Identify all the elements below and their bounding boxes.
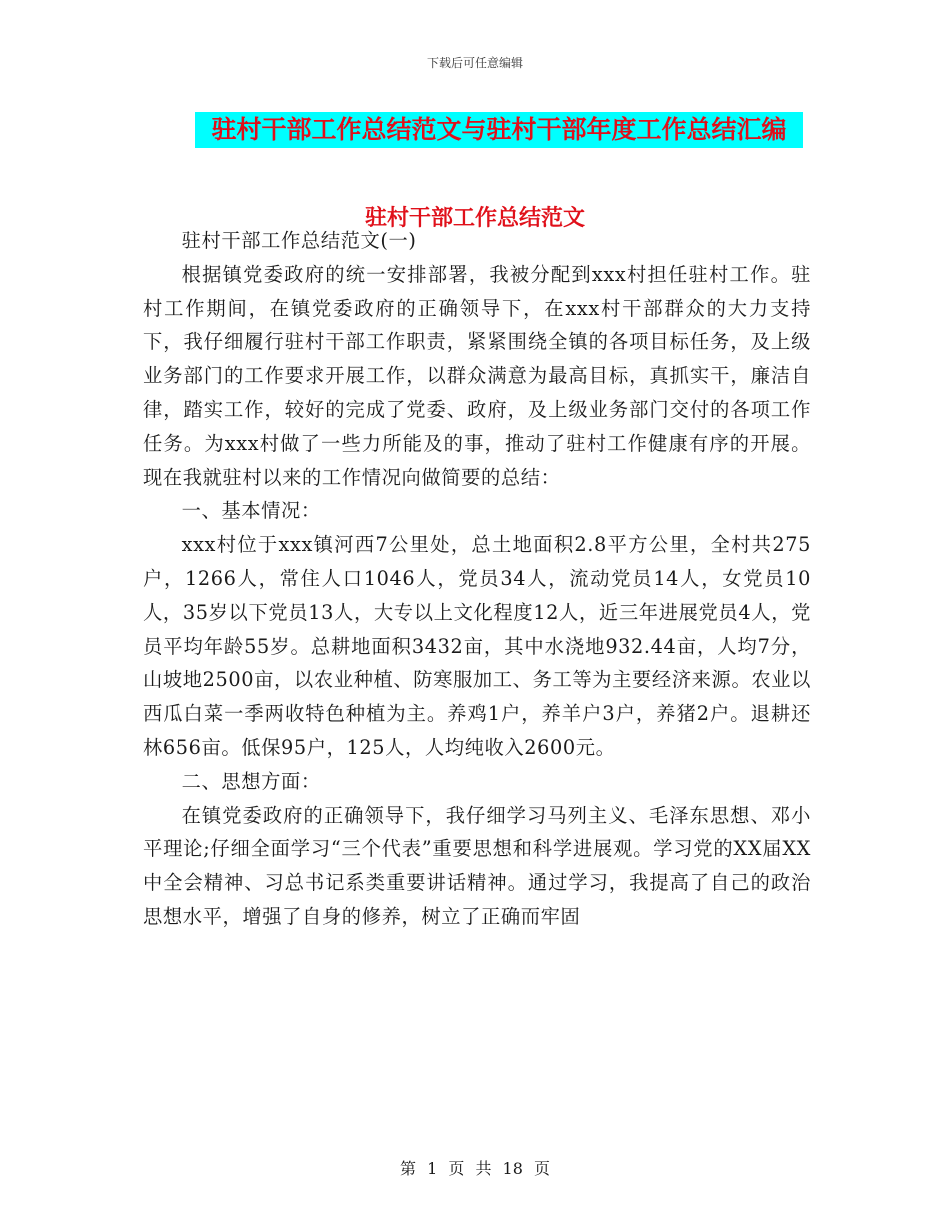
section-title: 驻村干部工作总结范文 bbox=[364, 206, 585, 231]
subheading-paragraph: 驻村干部工作总结范文(一) bbox=[181, 229, 417, 252]
page-footer: 第 1 页 共 18 页 bbox=[400, 1159, 550, 1178]
thinking-paragraph: 在镇党委政府的正确领导下，我仔细学习马列主义、毛泽东思想、邓小平理论;仔细全面学习“三个代表”重要思想和科学进展观。学习党的XX届XX中全会精神、习总书记系类重要讲话精神。通过学习，我提高了自己的政治思想水平，增强了自身的修养，树立了正确而牢固 bbox=[143, 803, 811, 928]
basic-info-paragraph: xxx村位于xxx镇河西7公里处，总土地面积2.8平方公里，全村共275户，1266人，常住人口1046人，党员34人，流动党员14人，女党员10人，35岁以下党员13人，大专以上文化程度12人，近三年进展党员4人，党员平均年龄55岁。总耕地面积3432亩，其中水浇地932.44亩，人均7分，山坡地2500亩，以农业种植、防寒服加工、务工等为主要经济来源。农业以西瓜白菜一季两收特色种植为主。养鸡1户，养羊户3户，养猪2户。退耕还林656亩。低保95户，125人，人均纯收入2600元。 bbox=[143, 533, 811, 759]
page-header-note: 下载后可任意编辑 bbox=[426, 56, 523, 70]
main-title: 驻村干部工作总结范文与驻村干部年度工作总结汇编 bbox=[211, 115, 787, 144]
intro-paragraph: 根据镇党委政府的统一安排部署，我被分配到xxx村担任驻村工作。驻村工作期间，在镇党委政府的正确领导下，在xxx村干部群众的大力支持下，我仔细履行驻村干部工作职责，紧紧围绕全镇的各项目标任务，及上级业务部门的工作要求开展工作，以群众满意为最高目标，真抓实干，廉洁自律，踏实工作，较好的完成了党委、政府，及上级业务部门交付的各项工作任务。为xxx村做了一些力所能及的事，推动了驻村工作健康有序的开展。现在我就驻村以来的工作情况向做简要的总结： bbox=[143, 262, 811, 489]
main-title-highlight bbox=[195, 112, 803, 148]
section-heading-thinking: 二、思想方面： bbox=[181, 769, 321, 793]
document-body bbox=[143, 224, 811, 934]
section-heading-basic-info: 一、基本情况： bbox=[181, 499, 321, 523]
